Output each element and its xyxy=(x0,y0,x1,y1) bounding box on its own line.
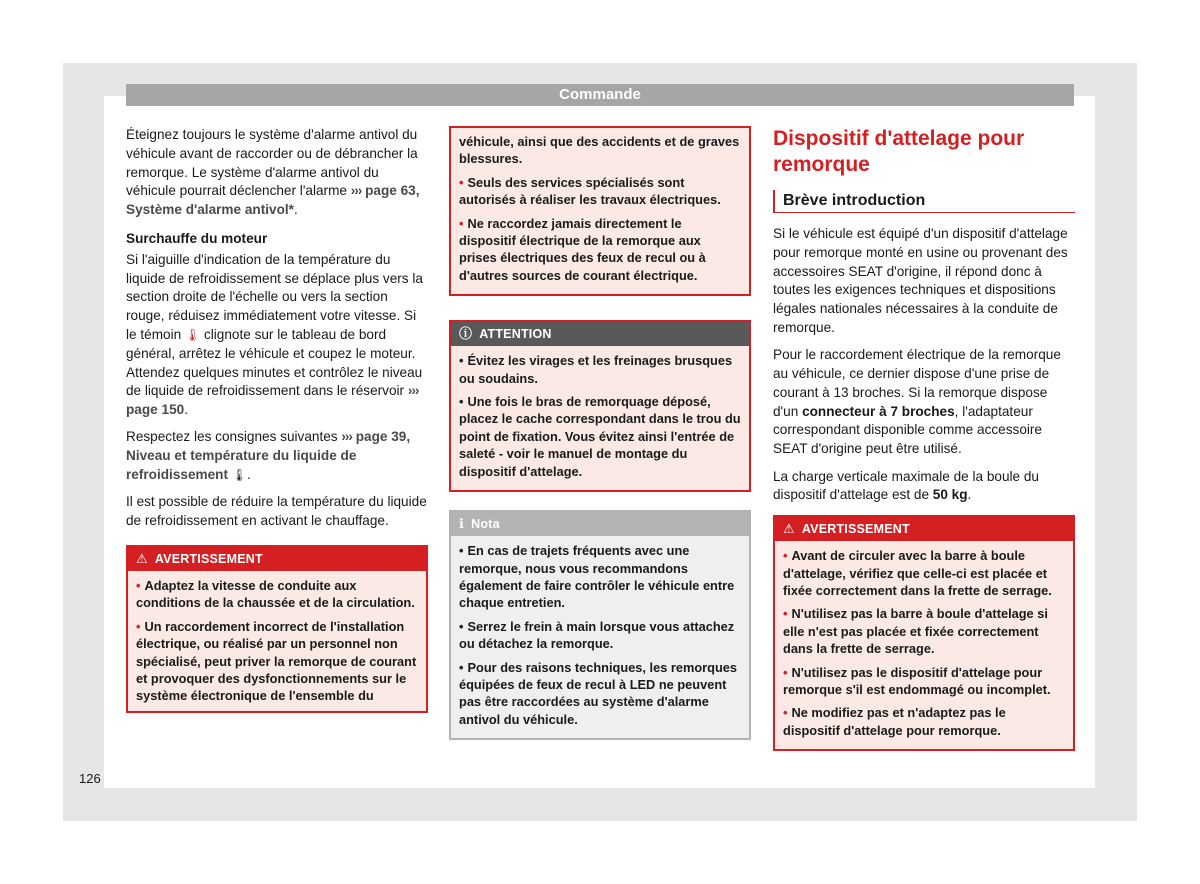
warning-box-header: ⚠ AVERTISSEMENT xyxy=(775,517,1073,541)
paragraph-intro: Si le véhicule est équipé d'un dispositif d'attelage pour remorque monté en usine ou provenant des accessoires SEAT d'origine, il répond donc à toutes les exigences techniques et dispositions légales nationales nécessaires à la conduite de remorque. xyxy=(773,226,1068,335)
link-coolant-page[interactable]: page 39, Niveau et température du liquide de refroidissement xyxy=(126,429,411,483)
note-box xyxy=(449,510,751,740)
warning-item: • N'utilisez pas la barre à boule d'attelage si elle n'est pas placée et fixée correctement dans la frette de serrage. xyxy=(783,606,1048,657)
warning-box xyxy=(126,545,428,713)
coolant-temperature-icon: 🌡 xyxy=(231,468,248,483)
section-heading: Dispositif d'attelage pour remorque xyxy=(773,127,1025,176)
warning-item: véhicule, ainsi que des accidents et de graves blessures. xyxy=(459,134,740,167)
column-middle xyxy=(449,126,751,754)
coolant-temperature-warning-icon: 🌡 xyxy=(184,327,201,342)
attention-item: • Une fois le bras de remorquage déposé, placez le cache correspondant dans le trou du point de fixation. Vous évitez ainsi l'entrée de saleté - voir le manuel de montage du dispositif d'attelage. xyxy=(459,394,741,479)
attention-box-header: ⓘ ATTENTION xyxy=(451,322,749,346)
paragraph-heating: Il est possible de réduire la température du liquide de refroidissement en activant le chauffage. xyxy=(126,494,427,529)
bullet-icon: • xyxy=(136,577,141,593)
ref-arrows: ››› xyxy=(350,183,362,199)
paragraph-electrical: Pour le raccordement électrique de la remorque au véhicule, ce dernier dispose d'une prise de courant à 13 broches. Si la remorque dispose d'un connecteur à 7 broches, l'adaptateur correspondant disponible comme accessoire SEAT d'origine peut être utilisé. xyxy=(773,347,1061,457)
warning-box-header: ⚠ AVERTISSEMENT xyxy=(128,547,426,571)
note-item: • Serrez le frein à main lorsque vous attachez ou détachez la remorque. xyxy=(459,618,735,652)
column-left xyxy=(126,126,428,727)
warning-item: • Un raccordement incorrect de l'installation électrique, ou réalisé par un personnel non spécialisé, peut priver la remorque de courant et provoquer des dysfonctionnements sur le système électronique de l'ensemble du xyxy=(136,618,417,704)
info-circle-icon: ⓘ xyxy=(459,326,473,342)
paragraph-alarm: Éteignez toujours le système d'alarme antivol du véhicule avant de raccorder ou de débrancher la remorque. Le système d'alarme antivol du véhicule pourrait déclencher l'alarme ››› page 63, Système d'alarme antivol*. xyxy=(126,127,420,218)
warning-item: • Avant de circuler avec la barre à boule d'attelage, vérifiez que celle-ci est placée et fixée correctement dans la frette de serrage. xyxy=(783,548,1052,598)
warning-triangle-icon: ⚠ xyxy=(136,550,148,566)
paragraph-instructions: Respectez les consignes suivantes ››› page 39, Niveau et température du liquide de refroidissement 🌡. xyxy=(126,429,411,483)
subheading-engine-overheat: Surchauffe du moteur xyxy=(126,230,268,246)
warning-box xyxy=(773,515,1075,751)
warning-triangle-icon: ⚠ xyxy=(783,521,795,537)
warning-item: • Ne raccordez jamais directement le dispositif électrique de la remorque aux prises électriques des feux de recul ou à d'autres sources de courant électrique. xyxy=(459,215,706,283)
warning-item: • N'utilisez pas le dispositif d'attelage pour remorque s'il est endommagé ou incomplet. xyxy=(783,664,1051,697)
bullet-icon: • xyxy=(136,618,141,634)
warning-item: • Ne modifiez pas et n'adaptez pas le dispositif d'attelage pour remorque. xyxy=(783,705,1006,738)
column-right xyxy=(773,126,1075,765)
note-item: • Pour des raisons techniques, les remorques équipées de feux de recul à LED ne peuvent pas être raccordées au système d'alarme antivol du véhicule. xyxy=(459,659,738,727)
link-alarm-page[interactable]: page 63, Système d'alarme antivol* xyxy=(126,183,420,218)
note-box-header: ℹ Nota xyxy=(451,512,749,536)
paragraph-load: La charge verticale maximale de la boule du dispositif d'attelage est de 50 kg. xyxy=(773,468,1039,503)
attention-item: • Évitez les virages et les freinages brusques ou soudains. xyxy=(459,353,733,386)
warning-item: • Seuls des services spécialisés sont autorisés à réaliser les travaux électriques. xyxy=(459,174,721,208)
link-page-150[interactable]: page 150 xyxy=(126,402,185,418)
page-number: 126 xyxy=(79,771,101,786)
section-header: Commande xyxy=(126,84,1074,106)
warning-box-continued xyxy=(449,126,751,296)
note-item: • En cas de trajets fréquents avec une remorque, nous vous recommandons également de faire contrôler le véhicule entre chaque entretien. xyxy=(459,543,735,611)
attention-box xyxy=(449,320,751,492)
subsection-heading: Brève introduction xyxy=(773,190,1075,213)
paragraph-overheat: Si l'aiguille d'indication de la température du liquide de refroidissement se déplace plus vers la section droite de l'échelle ou vers la section rouge, réduisez immédiatement votre vitesse. Si le témoin 🌡 clignote sur le tableau de bord général, arrêtez le véhicule et coupez le moteur. Attendez quelques minutes et contrôlez le niveau de liquide de refroidissement dans le réservoir ››› page 150. xyxy=(126,251,423,418)
warning-item: • Adaptez la vitesse de conduite aux conditions de la chaussée et de la circulation. xyxy=(136,577,415,611)
note-icon: ℹ xyxy=(459,516,465,532)
